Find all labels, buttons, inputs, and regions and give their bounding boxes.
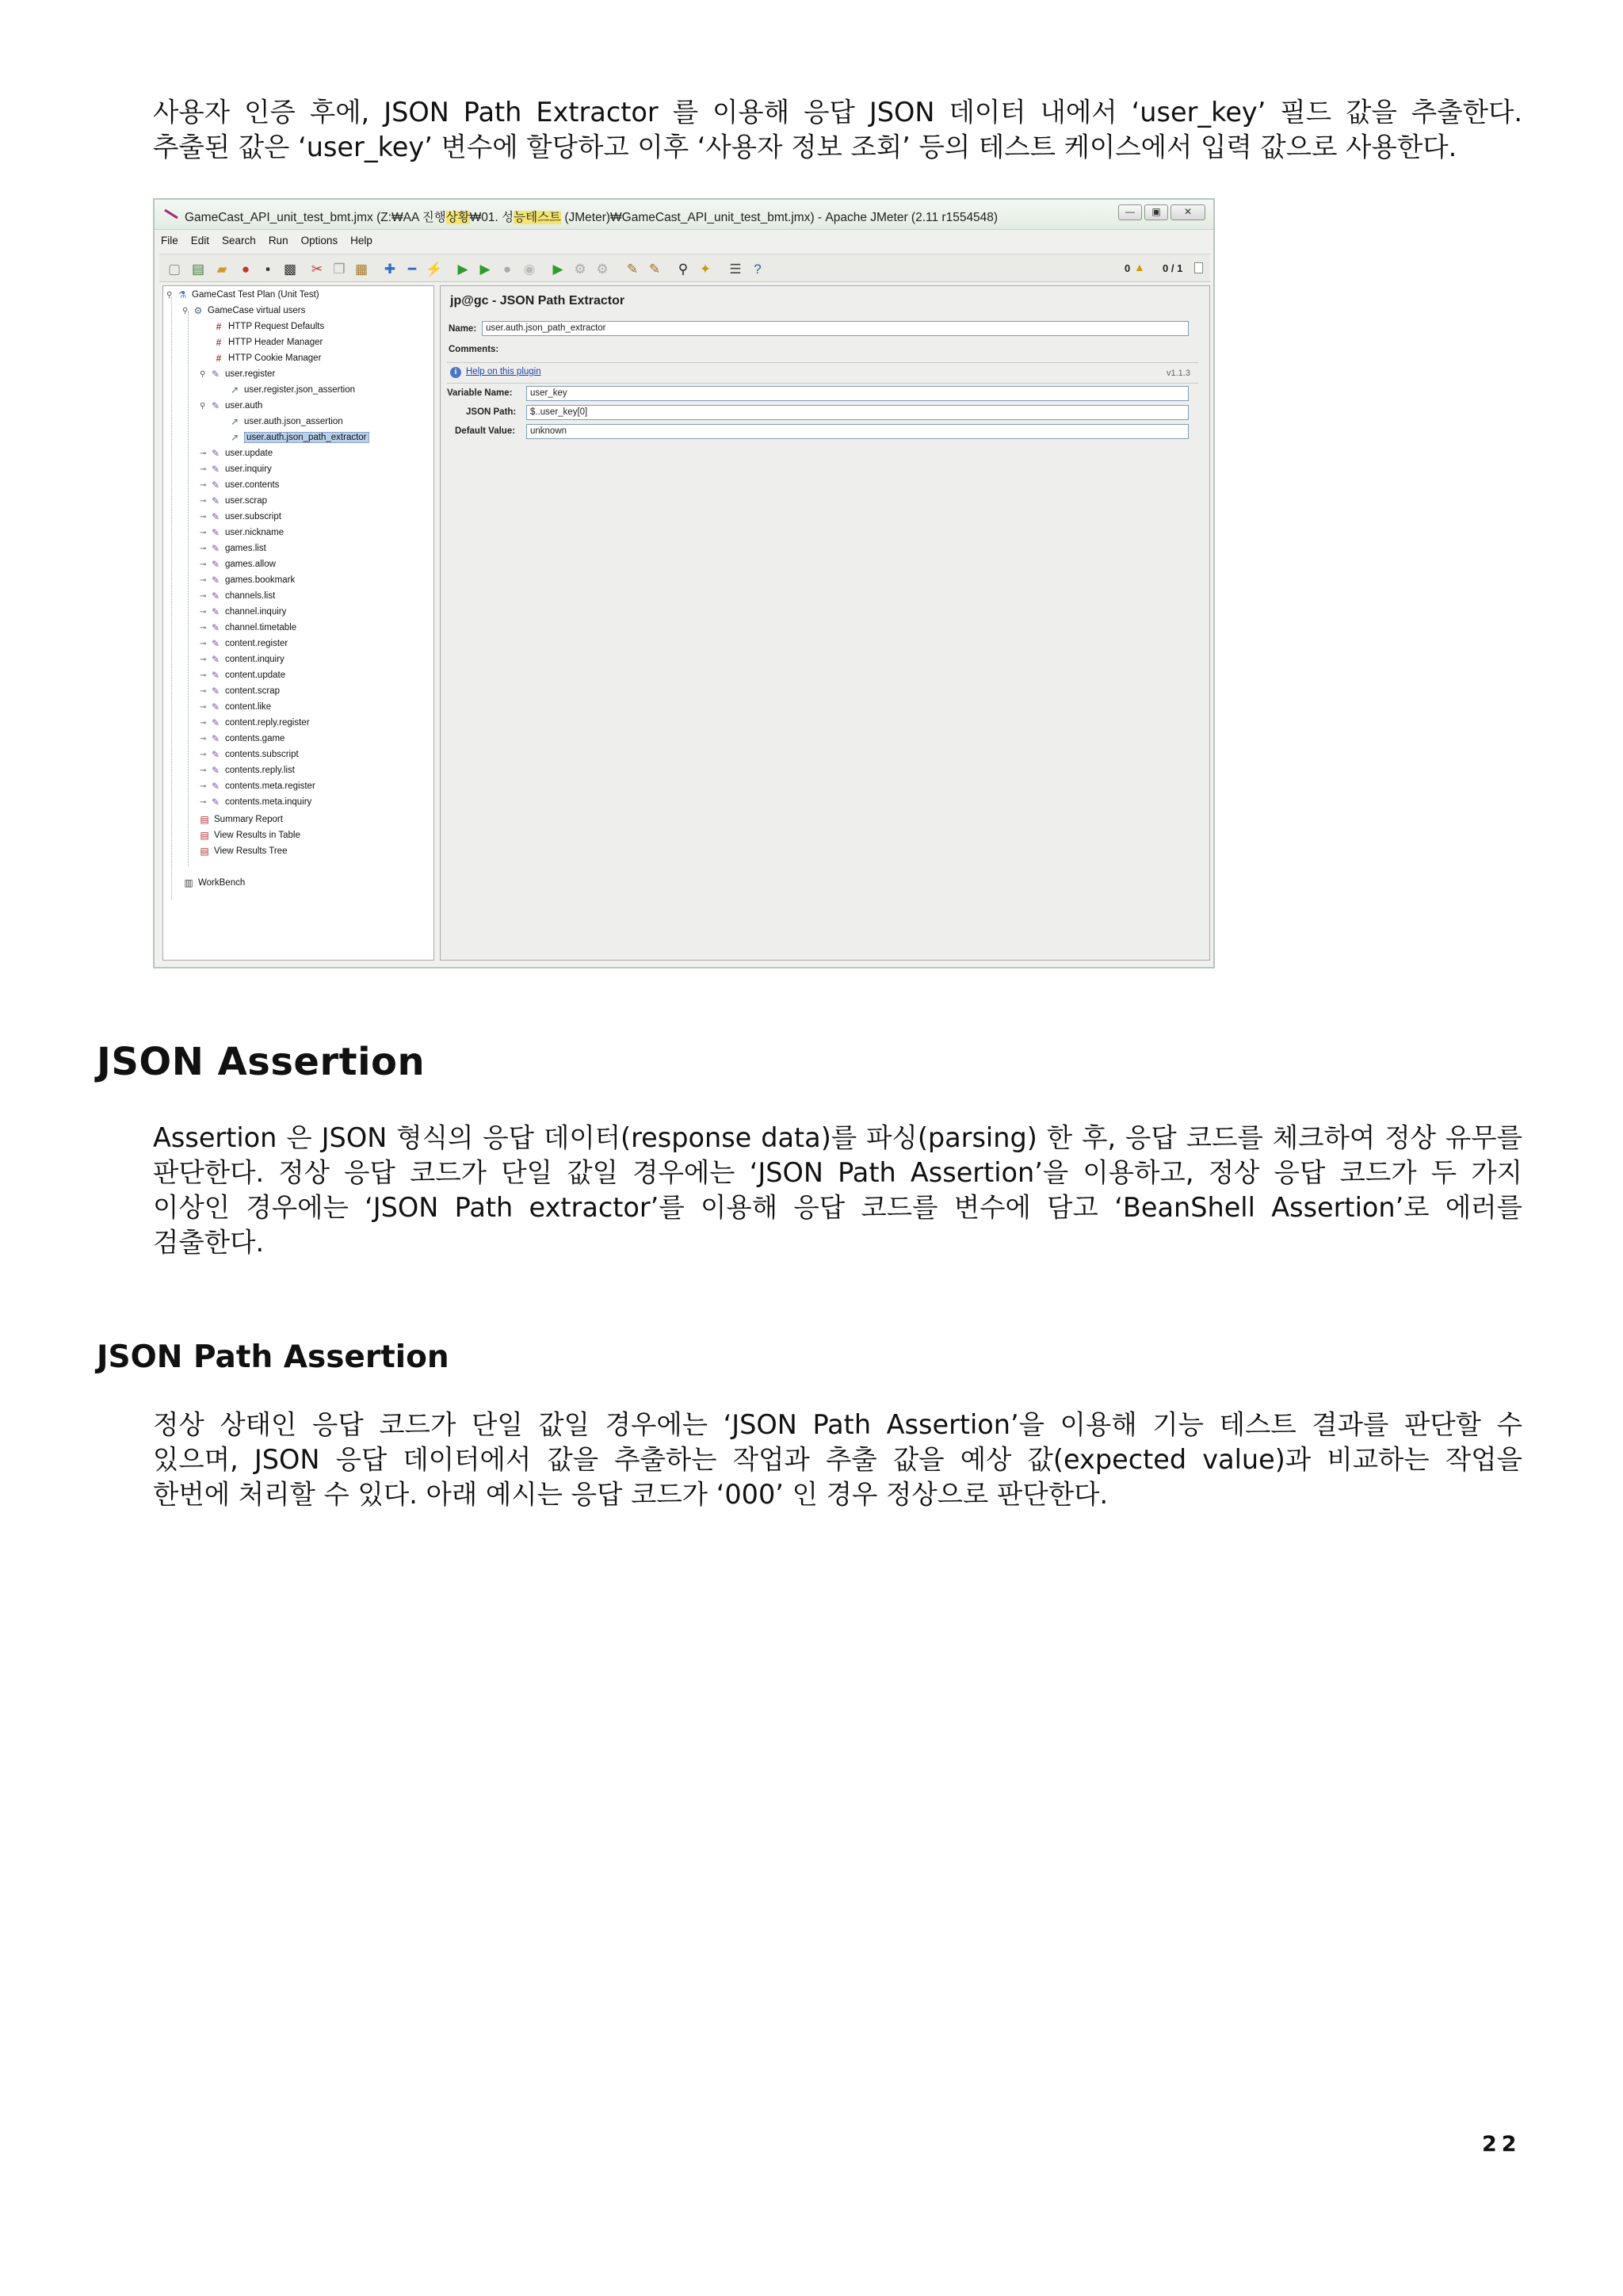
close-button[interactable]: ✕: [1170, 204, 1205, 220]
sampler-icon: ✎: [211, 574, 220, 586]
tree-node-user-auth[interactable]: ⚲ ✎ user.auth: [200, 399, 263, 411]
tree-node-sampler[interactable]: ⊸ ✎ user.subscript: [200, 510, 281, 522]
tree-node-config[interactable]: # HTTP Cookie Manager: [212, 351, 321, 365]
paragraph-line: 검출한다.: [153, 1227, 265, 1258]
expand-handle-icon[interactable]: ⊸: [200, 766, 207, 775]
variable-name-input[interactable]: user_key: [526, 386, 1189, 401]
sampler-icon: ✎: [211, 653, 220, 665]
listener-icon: ▤: [200, 829, 209, 841]
sampler-icon: ✎: [211, 796, 220, 808]
paragraph-line: 판단한다. 정상 응답 코드가 단일 값일 경우에는 ‘JSON Path Assertion’을 이용하고, 정상 응답 코드가 두 가지: [153, 1157, 1522, 1188]
comments-label: Comments:: [449, 345, 499, 354]
expand-handle-icon[interactable]: ⊸: [200, 591, 207, 601]
toolbar: [159, 254, 1210, 282]
assertion-icon: ↗: [230, 384, 239, 395]
remote-stop-icon[interactable]: ⚙: [574, 261, 586, 277]
tree-node-sampler[interactable]: ⊸ ✎ content.update: [200, 669, 286, 681]
tree-node-sampler[interactable]: ⊸ ✎ channel.timetable: [200, 621, 297, 633]
config-element-icon: #: [216, 336, 222, 348]
sampler-icon: ✎: [211, 463, 220, 475]
log-toggle-icon[interactable]: [1194, 262, 1203, 273]
templates-icon[interactable]: ▤: [191, 261, 205, 277]
section-heading-json-assertion: JSON Assertion: [97, 1040, 426, 1084]
sampler-icon: ✎: [211, 780, 220, 792]
tree-node-sampler[interactable]: ⊸ ✎ contents.subscript: [200, 748, 299, 760]
default-value-label: Default Value:: [455, 426, 516, 436]
listener-icon: ▤: [200, 813, 209, 825]
start-no-pause-icon[interactable]: ▶: [479, 261, 491, 277]
sampler-icon: ✎: [211, 399, 220, 411]
tree-node-sampler[interactable]: ⊸ ✎ content.inquiry: [200, 653, 285, 665]
tree-node-user-register[interactable]: ⚲ ✎ user.register: [200, 368, 276, 380]
menu-options[interactable]: Options: [300, 235, 338, 246]
tree-node-sampler[interactable]: ⊸ ✎ contents.game: [200, 732, 285, 744]
window-title: GameCast_API_unit_test_bmt.jmx (Z:₩AA 진행상황₩01. 성능테스트 (JMeter)₩GameCast_API_unit_test_bmt.jmx) - Apache JMeter (2.11 r1554548): [185, 211, 999, 224]
paragraph-line: 정상 상태인 응답 코드가 단일 값일 경우에는 ‘JSON Path Assertion’을 이용해 기능 테스트 결과를 판단할 수: [153, 1409, 1522, 1440]
reset-search-icon[interactable]: ✦: [699, 261, 712, 277]
sampler-icon: ✎: [211, 716, 220, 728]
expand-handle-icon[interactable]: ⊸: [200, 639, 207, 648]
panel-title: jp@gc - JSON Path Extractor: [450, 294, 625, 308]
tree-node-config[interactable]: # HTTP Header Manager: [212, 335, 323, 350]
tree-node-sampler[interactable]: ⊸ ✎ games.list: [200, 542, 266, 554]
tree-node-listener[interactable]: ▤ Summary Report: [198, 812, 283, 827]
clear-all-icon[interactable]: ✎: [648, 261, 661, 277]
tree-node-sampler[interactable]: ⊸ ✎ user.scrap: [200, 495, 268, 506]
expand-handle-icon[interactable]: ⊸: [200, 734, 207, 743]
sampler-icon: ✎: [211, 748, 220, 760]
new-icon[interactable]: ▢: [167, 261, 181, 277]
close-plan-icon[interactable]: ●: [241, 261, 250, 277]
thread-count: 0 / 1: [1163, 262, 1183, 274]
sampler-icon: ✎: [211, 447, 220, 459]
expand-handle-icon[interactable]: ⊸: [200, 449, 207, 458]
tree-node-sampler[interactable]: ⊸ ✎ content.scrap: [200, 685, 281, 697]
expand-handle-icon[interactable]: ⊸: [200, 560, 207, 569]
expand-handle-icon[interactable]: ⊸: [200, 544, 207, 553]
sampler-icon: ✎: [211, 637, 220, 649]
name-label: Name:: [449, 324, 477, 334]
tree-node-user-register-assertion[interactable]: ↗ user.register.json_assertion: [228, 383, 355, 397]
open-icon[interactable]: ▰: [216, 261, 227, 277]
tree-node-config[interactable]: # HTTP Request Defaults: [212, 319, 324, 334]
expand-handle-icon[interactable]: ⊸: [200, 781, 207, 791]
intro-paragraph: [153, 95, 1522, 165]
expand-handle-icon[interactable]: ⊸: [200, 528, 207, 537]
tree-node-sampler[interactable]: ⊸ ✎ content.register: [200, 637, 288, 649]
copy-icon[interactable]: ❐: [333, 261, 346, 277]
section-heading-json-path-assertion: JSON Path Assertion: [97, 1339, 449, 1375]
thread-group-icon: ⚙: [193, 304, 203, 316]
cut-icon[interactable]: ✂: [311, 261, 323, 277]
tree-node-listener[interactable]: ▤ View Results in Table: [198, 828, 300, 842]
tree-node-sampler[interactable]: ⊸ ✎ contents.meta.register: [200, 780, 315, 792]
expand-handle-icon[interactable]: ⊸: [200, 480, 207, 490]
expand-handle-icon[interactable]: ⊸: [200, 702, 207, 712]
config-element-icon: #: [216, 352, 222, 364]
sampler-icon: ✎: [211, 368, 220, 380]
sampler-icon: ✎: [211, 606, 220, 617]
menu-help[interactable]: Help: [350, 235, 372, 246]
expand-handle-icon[interactable]: ⊸: [200, 623, 207, 632]
sampler-icon: ✎: [211, 495, 220, 506]
extractor-icon: ↗: [230, 431, 239, 443]
json-path-input[interactable]: $..user_key[0]: [526, 405, 1189, 420]
tree-node-sampler[interactable]: ⊸ ✎ games.bookmark: [200, 574, 296, 586]
sampler-icon: ✎: [211, 685, 220, 697]
json-path-assertion-paragraph: [153, 1408, 1522, 1512]
maximize-button[interactable]: ▣: [1144, 204, 1168, 220]
jmeter-window: [153, 198, 1215, 968]
test-plan-tree: [162, 285, 434, 961]
sampler-icon: ✎: [211, 701, 220, 712]
expand-handle-icon[interactable]: ⊸: [200, 686, 207, 696]
shutdown-icon[interactable]: ◉: [523, 261, 536, 277]
name-input[interactable]: user.auth.json_path_extractor: [482, 321, 1189, 336]
tree-node-sampler[interactable]: ⊸ ✎ contents.reply.list: [200, 764, 295, 776]
test-plan-icon: ⚗: [178, 288, 187, 300]
paste-icon[interactable]: ▦: [354, 261, 369, 277]
tree-node-thread-group[interactable]: ⚲ ⚙ GameCase virtual users: [182, 304, 306, 316]
stop-icon[interactable]: ●: [502, 261, 512, 277]
paragraph-line: 있으며, JSON 응답 데이터에서 값을 추출하는 작업과 추출 값을 예상 값(expected value)과 비교하는 작업을: [153, 1444, 1522, 1475]
default-value-input[interactable]: unknown: [526, 424, 1189, 439]
expand-handle-icon[interactable]: ⊸: [200, 464, 207, 474]
tree-node-sampler[interactable]: ⊸ ✎ user.contents: [200, 479, 280, 491]
menu-edit[interactable]: Edit: [190, 235, 210, 246]
tree-node-test-plan[interactable]: ⚲ ⚗ GameCast Test Plan (Unit Test): [166, 288, 319, 300]
search-icon[interactable]: ⚲: [678, 261, 689, 277]
listener-icon: ▤: [200, 845, 209, 857]
minimize-button[interactable]: —: [1118, 204, 1142, 220]
expand-handle-icon[interactable]: ⊸: [200, 512, 207, 521]
menu-bar: [159, 233, 374, 252]
tree-node-user-auth-assertion[interactable]: ↗ user.auth.json_assertion: [228, 415, 343, 429]
tree-node-user-auth-extractor[interactable]: ↗ user.auth.json_path_extractor: [228, 430, 369, 445]
expand-handle-icon[interactable]: ⊸: [200, 718, 207, 728]
expand-handle-icon[interactable]: ⊸: [200, 655, 207, 664]
warning-icon: ▲: [1134, 261, 1145, 273]
toggle-icon[interactable]: ⚡: [426, 261, 443, 277]
sampler-icon: ✎: [211, 479, 220, 491]
paragraph-line: 한번에 처리할 수 있다. 아래 예시는 응답 코드가 ‘000’ 인 경우 정상으로 판단한다.: [153, 1479, 1109, 1510]
sampler-icon: ✎: [211, 621, 220, 633]
tree-node-sampler[interactable]: ⊸ ✎ contents.meta.inquiry: [200, 796, 312, 808]
intro-line: 사용자 인증 후에, JSON Path Extractor 를 이용해 응답 JSON 데이터 내에서 ‘user_key’ 필드 값을 추출한다.: [153, 97, 1522, 128]
tree-node-workbench[interactable]: ▥ WorkBench: [182, 876, 245, 890]
sampler-icon: ✎: [211, 732, 220, 744]
tree-node-sampler[interactable]: ⊸ ✎ user.update: [200, 447, 273, 459]
error-count: 0: [1125, 262, 1131, 274]
json-path-label: JSON Path:: [466, 407, 517, 417]
config-element-icon: #: [216, 320, 222, 332]
sampler-icon: ✎: [211, 669, 220, 681]
expand-handle-icon[interactable]: ⊸: [200, 750, 207, 759]
tree-node-sampler[interactable]: ⊸ ✎ content.reply.register: [200, 716, 310, 728]
tree-node-sampler[interactable]: ⊸ ✎ channel.inquiry: [200, 606, 287, 617]
start-icon[interactable]: ▶: [457, 261, 468, 277]
expand-handle-icon[interactable]: ⊸: [200, 670, 207, 680]
workbench-icon: ▥: [184, 877, 193, 888]
extractor-panel: [440, 285, 1210, 961]
assertion-icon: ↗: [230, 415, 239, 427]
info-icon: i: [450, 367, 461, 378]
jmeter-feather-icon: [164, 209, 178, 219]
intro-line: 추출된 값은 ‘user_key’ 변수에 할당하고 이후 ‘사용자 정보 조회’ 등의 테스트 케이스에서 입력 값으로 사용한다.: [153, 132, 1457, 162]
help-plugin-link[interactable]: Help on this plugin: [466, 367, 541, 376]
tree-node-listener[interactable]: ▤ View Results Tree: [198, 844, 287, 858]
tree-node-sampler[interactable]: ⊸ ✎ user.inquiry: [200, 463, 272, 475]
sampler-icon: ✎: [211, 510, 220, 522]
variable-name-label: Variable Name:: [447, 388, 513, 398]
page-number: 22: [1482, 2132, 1522, 2157]
expand-handle-icon[interactable]: ⊸: [200, 496, 207, 506]
paragraph-line: Assertion 은 JSON 형식의 응답 데이터(response data)를 파싱(parsing) 한 후, 응답 코드를 체크하여 정상 유무를: [153, 1122, 1522, 1153]
expand-all-icon[interactable]: ✚: [384, 261, 396, 277]
sampler-icon: ✎: [211, 526, 220, 538]
json-assertion-paragraph: [153, 1121, 1522, 1260]
paragraph-line: 이상인 경우에는 ‘JSON Path extractor’를 이용해 응답 코드를 변수에 담고 ‘BeanShell Assertion’로 에러를: [153, 1192, 1522, 1223]
tree-node-sampler[interactable]: ⊸ ✎ channels.list: [200, 590, 276, 602]
menu-run[interactable]: Run: [268, 235, 288, 246]
save-icon[interactable]: ▪: [265, 261, 271, 277]
expand-handle-icon[interactable]: ⊸: [200, 607, 207, 617]
sampler-icon: ✎: [211, 542, 220, 554]
expand-handle-icon[interactable]: ⊸: [200, 575, 207, 585]
function-helper-icon[interactable]: ☰: [729, 261, 742, 277]
remote-start-icon[interactable]: ▶: [552, 261, 563, 277]
plugin-version: v1.1.3: [1167, 369, 1190, 378]
sampler-icon: ✎: [211, 590, 220, 602]
menu-search[interactable]: Search: [222, 235, 256, 246]
collapse-all-icon[interactable]: ━: [407, 261, 417, 277]
help-icon[interactable]: ?: [754, 261, 762, 277]
tree-node-sampler[interactable]: ⊸ ✎ user.nickname: [200, 526, 285, 538]
remote-shutdown-icon[interactable]: ⚙: [596, 261, 609, 277]
tree-node-sampler[interactable]: ⊸ ✎ content.like: [200, 701, 272, 712]
sampler-icon: ✎: [211, 764, 220, 776]
expand-handle-icon[interactable]: ⊸: [200, 797, 207, 807]
clear-icon[interactable]: ✎: [626, 261, 639, 277]
window-titlebar: [155, 200, 1213, 230]
tree-node-sampler[interactable]: ⊸ ✎ games.allow: [200, 558, 276, 570]
sampler-icon: ✎: [211, 558, 220, 570]
menu-file[interactable]: File: [161, 235, 178, 246]
save-as-icon[interactable]: ▩: [283, 261, 297, 277]
